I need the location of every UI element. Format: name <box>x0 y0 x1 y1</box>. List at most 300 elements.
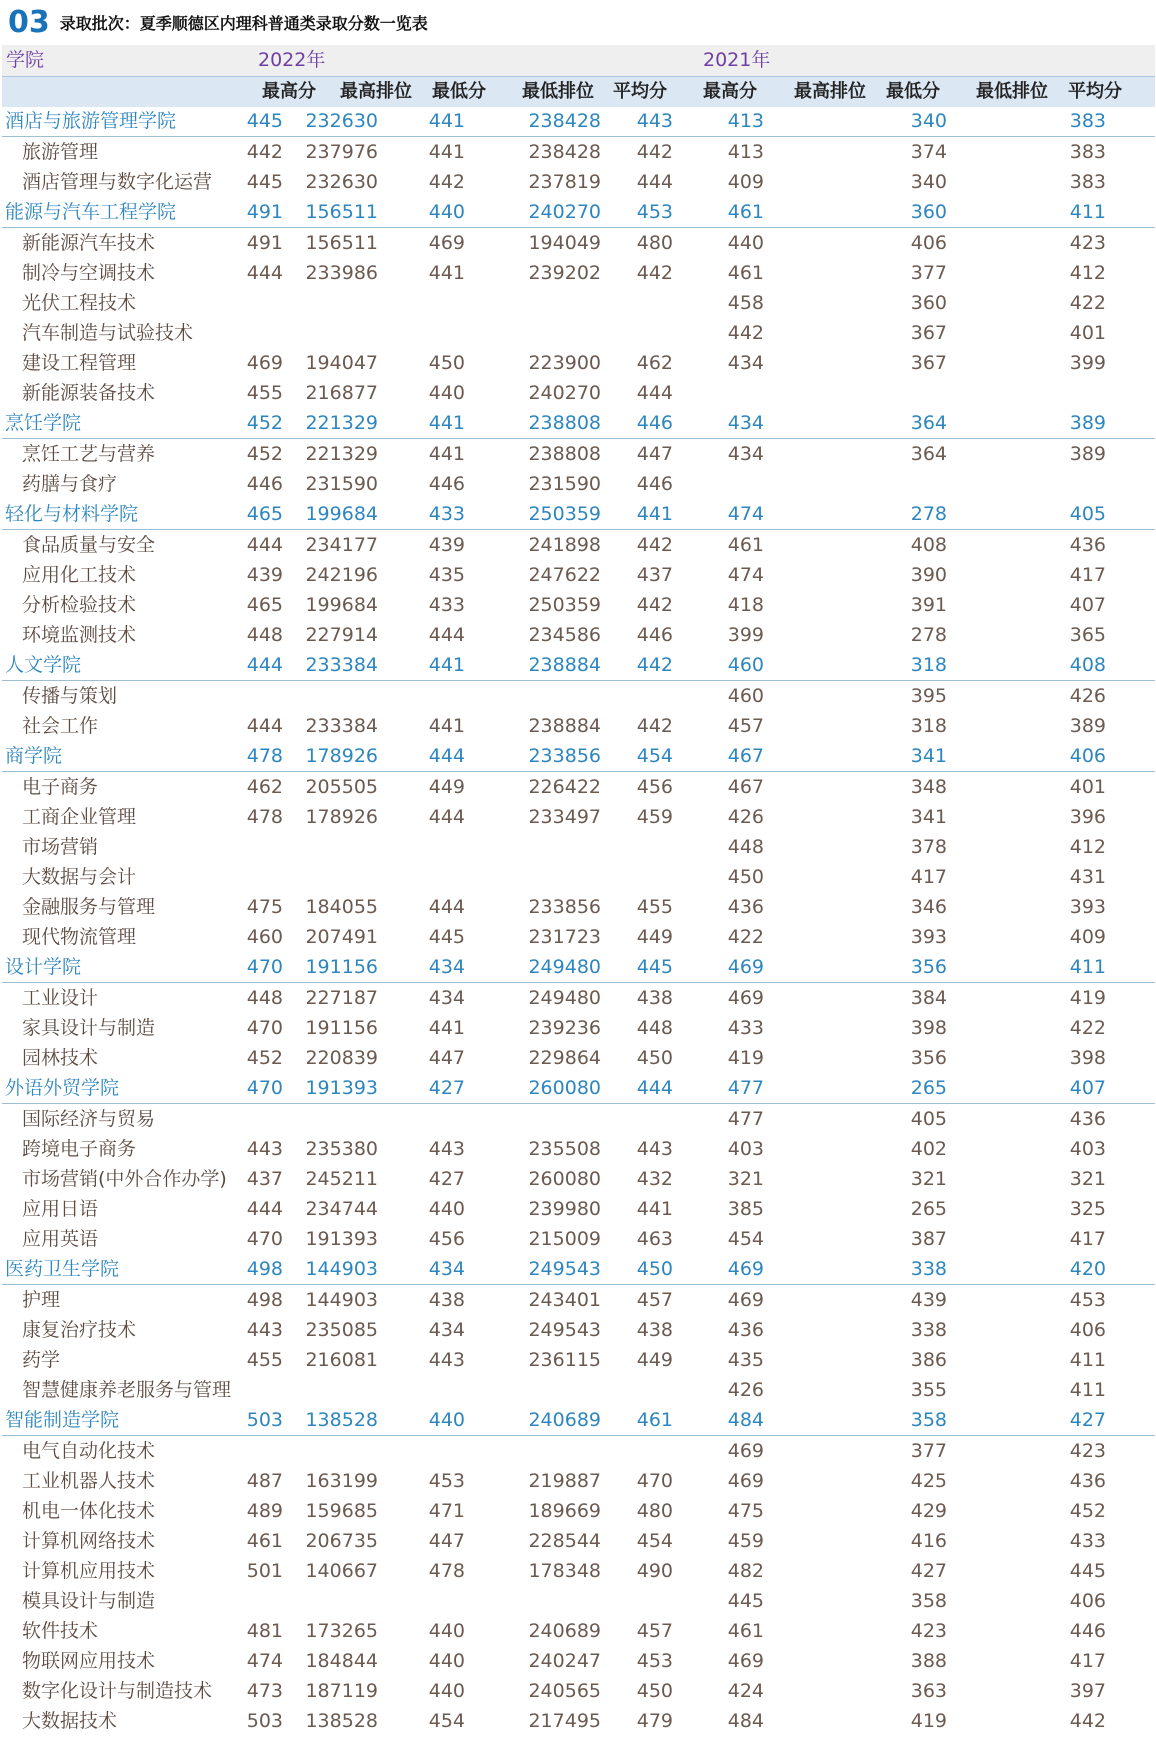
cell-max-rank-2022: 233384 <box>305 654 378 676</box>
cell-avg-score-2022: 450 <box>636 1047 673 1069</box>
cell-min-score-2022: 427 <box>428 1168 465 1190</box>
cell-max-score-2021: 409 <box>727 171 764 193</box>
major-name: 社会工作 <box>22 715 99 737</box>
major-row <box>2 1676 1155 1706</box>
sub-header-2021-avg-score: 平均分 <box>1068 81 1122 102</box>
college-name: 外语外贸学院 <box>5 1077 120 1099</box>
cell-max-score-2022: 461 <box>246 1530 283 1552</box>
cell-min-score-2021: 318 <box>910 715 947 737</box>
college-name: 能源与汽车工程学院 <box>5 201 177 223</box>
cell-max-rank-2022: 184844 <box>305 1650 378 1672</box>
cell-min-rank-2022: 233497 <box>528 806 601 828</box>
cell-max-score-2022: 498 <box>246 1258 283 1280</box>
cell-max-score-2021: 457 <box>727 715 764 737</box>
cell-min-score-2022: 441 <box>428 654 465 676</box>
cell-min-score-2021: 405 <box>910 1108 947 1130</box>
cell-avg-score-2021: 411 <box>1069 956 1106 978</box>
college-row <box>2 499 1155 530</box>
cell-max-rank-2022: 191156 <box>305 1017 378 1039</box>
college-row <box>2 741 1155 772</box>
cell-max-score-2021: 454 <box>727 1228 764 1250</box>
cell-max-score-2022: 474 <box>246 1650 283 1672</box>
major-name: 护理 <box>22 1289 61 1311</box>
cell-avg-score-2021: 412 <box>1069 262 1106 284</box>
cell-max-score-2021: 422 <box>727 926 764 948</box>
cell-max-score-2022: 444 <box>246 1198 283 1220</box>
cell-min-score-2022: 442 <box>428 171 465 193</box>
cell-avg-score-2021: 442 <box>1069 1710 1106 1732</box>
cell-min-score-2021: 338 <box>910 1258 947 1280</box>
cell-avg-score-2022: 442 <box>636 534 673 556</box>
cell-min-rank-2022: 234586 <box>528 624 601 646</box>
cell-max-score-2022: 478 <box>246 745 283 767</box>
cell-min-score-2022: 440 <box>428 1409 465 1431</box>
cell-avg-score-2022: 438 <box>636 1319 673 1341</box>
major-row <box>2 711 1155 741</box>
cell-max-rank-2022: 206735 <box>305 1530 378 1552</box>
cell-min-score-2021: 378 <box>910 836 947 858</box>
cell-avg-score-2021: 426 <box>1069 685 1106 707</box>
major-name: 药学 <box>22 1349 61 1371</box>
cell-min-rank-2022: 238428 <box>528 110 601 132</box>
major-row <box>2 469 1155 499</box>
cell-min-rank-2022: 249480 <box>528 987 601 1009</box>
cell-min-score-2022: 441 <box>428 110 465 132</box>
major-name: 汽车制造与试验技术 <box>22 322 194 344</box>
cell-min-score-2021: 360 <box>910 292 947 314</box>
college-name: 人文学院 <box>5 654 82 676</box>
cell-min-score-2021: 391 <box>910 594 947 616</box>
cell-min-score-2021: 377 <box>910 262 947 284</box>
major-name: 市场营销(中外合作办学) <box>22 1168 227 1190</box>
cell-max-rank-2022: 242196 <box>305 564 378 586</box>
sub-header-2022-min-rank: 最低排位 <box>522 81 594 102</box>
major-row <box>2 288 1155 318</box>
major-row <box>2 922 1155 952</box>
cell-max-score-2021: 413 <box>727 141 764 163</box>
major-row <box>2 1616 1155 1646</box>
cell-max-score-2021: 448 <box>727 836 764 858</box>
cell-avg-score-2022: 437 <box>636 564 673 586</box>
cell-min-score-2021: 355 <box>910 1379 947 1401</box>
cell-max-score-2022: 443 <box>246 1138 283 1160</box>
cell-avg-score-2021: 422 <box>1069 1017 1106 1039</box>
cell-min-score-2022: 441 <box>428 141 465 163</box>
cell-min-score-2021: 395 <box>910 685 947 707</box>
major-name: 制冷与空调技术 <box>22 262 156 284</box>
cell-avg-score-2022: 462 <box>636 352 673 374</box>
major-row <box>2 1646 1155 1676</box>
cell-avg-score-2021: 399 <box>1069 352 1106 374</box>
cell-min-score-2022: 454 <box>428 1710 465 1732</box>
cell-min-score-2022: 443 <box>428 1349 465 1371</box>
cell-min-score-2022: 444 <box>428 806 465 828</box>
cell-max-score-2021: 440 <box>727 232 764 254</box>
cell-min-score-2022: 469 <box>428 232 465 254</box>
cell-max-rank-2022: 235085 <box>305 1319 378 1341</box>
major-row <box>2 590 1155 620</box>
cell-min-score-2021: 393 <box>910 926 947 948</box>
cell-max-score-2022: 442 <box>246 141 283 163</box>
cell-min-rank-2022: 238808 <box>528 412 601 434</box>
cell-max-score-2022: 452 <box>246 412 283 434</box>
cell-max-score-2021: 413 <box>727 110 764 132</box>
cell-avg-score-2022: 446 <box>636 624 673 646</box>
sub-header-2021-min-score: 最低分 <box>886 81 940 102</box>
cell-avg-score-2022: 450 <box>636 1680 673 1702</box>
major-name: 计算机网络技术 <box>22 1530 156 1552</box>
major-name: 食品质量与安全 <box>22 534 156 556</box>
cell-max-rank-2022: 232630 <box>305 171 378 193</box>
cell-max-score-2021: 477 <box>727 1108 764 1130</box>
cell-max-score-2021: 424 <box>727 1680 764 1702</box>
college-row <box>2 952 1155 983</box>
cell-min-rank-2022: 194049 <box>528 232 601 254</box>
cell-min-score-2021: 358 <box>910 1409 947 1431</box>
cell-max-rank-2022: 245211 <box>305 1168 378 1190</box>
cell-avg-score-2022: 432 <box>636 1168 673 1190</box>
cell-avg-score-2022: 449 <box>636 1349 673 1371</box>
cell-avg-score-2021: 383 <box>1069 141 1106 163</box>
cell-min-rank-2022: 236115 <box>528 1349 601 1371</box>
cell-min-rank-2022: 250359 <box>528 503 601 525</box>
cell-min-score-2022: 444 <box>428 624 465 646</box>
cell-min-score-2022: 443 <box>428 1138 465 1160</box>
cell-max-score-2022: 491 <box>246 232 283 254</box>
major-name: 模具设计与制造 <box>22 1590 156 1612</box>
cell-avg-score-2022: 454 <box>636 1530 673 1552</box>
cell-min-rank-2022: 260080 <box>528 1077 601 1099</box>
cell-max-score-2021: 458 <box>727 292 764 314</box>
cell-min-score-2021: 429 <box>910 1500 947 1522</box>
major-row <box>2 1586 1155 1616</box>
cell-avg-score-2021: 427 <box>1069 1409 1106 1431</box>
cell-max-score-2021: 467 <box>727 745 764 767</box>
year-2022-header: 2022年 <box>258 49 326 71</box>
cell-max-score-2021: 475 <box>727 1500 764 1522</box>
cell-avg-score-2021: 436 <box>1069 1108 1106 1130</box>
college-name: 医药卫生学院 <box>5 1258 120 1280</box>
major-name: 工商企业管理 <box>22 806 137 828</box>
major-name: 电气自动化技术 <box>22 1440 156 1462</box>
major-row <box>2 1013 1155 1043</box>
cell-max-score-2021: 426 <box>727 806 764 828</box>
cell-avg-score-2022: 457 <box>636 1289 673 1311</box>
cell-min-score-2021: 416 <box>910 1530 947 1552</box>
score-table-body <box>2 106 1155 1736</box>
cell-max-score-2022: 470 <box>246 1228 283 1250</box>
cell-max-rank-2022: 191393 <box>305 1228 378 1250</box>
cell-min-rank-2022: 229864 <box>528 1047 601 1069</box>
cell-avg-score-2021: 408 <box>1069 654 1106 676</box>
cell-max-rank-2022: 163199 <box>305 1470 378 1492</box>
cell-max-rank-2022: 178926 <box>305 806 378 828</box>
cell-avg-score-2021: 407 <box>1069 594 1106 616</box>
cell-min-score-2021: 367 <box>910 352 947 374</box>
cell-max-score-2022: 489 <box>246 1500 283 1522</box>
cell-max-rank-2022: 173265 <box>305 1620 378 1642</box>
cell-avg-score-2022: 442 <box>636 141 673 163</box>
cell-min-score-2022: 440 <box>428 1680 465 1702</box>
cell-max-rank-2022: 205505 <box>305 776 378 798</box>
cell-max-rank-2022: 199684 <box>305 594 378 616</box>
cell-min-rank-2022: 215009 <box>528 1228 601 1250</box>
cell-min-score-2022: 441 <box>428 262 465 284</box>
major-row <box>2 318 1155 348</box>
major-name: 家具设计与制造 <box>22 1017 156 1039</box>
cell-min-score-2021: 425 <box>910 1470 947 1492</box>
major-row <box>2 258 1155 288</box>
major-name: 药膳与食疗 <box>22 473 118 495</box>
cell-min-score-2021: 367 <box>910 322 947 344</box>
major-name: 旅游管理 <box>22 141 99 163</box>
cell-min-score-2021: 387 <box>910 1228 947 1250</box>
cell-min-rank-2022: 240689 <box>528 1409 601 1431</box>
major-row <box>2 772 1155 802</box>
cell-avg-score-2021: 420 <box>1069 1258 1106 1280</box>
major-row <box>2 1706 1155 1736</box>
cell-max-score-2022: 473 <box>246 1680 283 1702</box>
cell-min-score-2021: 408 <box>910 534 947 556</box>
cell-max-score-2021: 474 <box>727 503 764 525</box>
college-name: 智能制造学院 <box>5 1409 120 1431</box>
section-number: 03 <box>8 4 50 40</box>
cell-max-rank-2022: 234744 <box>305 1198 378 1220</box>
cell-max-score-2021: 484 <box>727 1409 764 1431</box>
cell-min-score-2022: 433 <box>428 594 465 616</box>
sub-header-2022-max-score: 最高分 <box>262 81 316 102</box>
cell-max-score-2022: 439 <box>246 564 283 586</box>
cell-min-score-2021: 318 <box>910 654 947 676</box>
cell-max-score-2022: 444 <box>246 262 283 284</box>
cell-max-score-2022: 470 <box>246 1077 283 1099</box>
cell-min-score-2021: 265 <box>910 1198 947 1220</box>
cell-min-rank-2022: 235508 <box>528 1138 601 1160</box>
college-name: 商学院 <box>5 745 63 767</box>
cell-avg-score-2022: 455 <box>636 896 673 918</box>
college-row <box>2 1405 1155 1436</box>
cell-max-score-2021: 445 <box>727 1590 764 1612</box>
cell-max-rank-2022: 144903 <box>305 1289 378 1311</box>
cell-avg-score-2021: 433 <box>1069 1530 1106 1552</box>
cell-min-score-2021: 406 <box>910 232 947 254</box>
cell-max-score-2021: 459 <box>727 1530 764 1552</box>
major-row <box>2 892 1155 922</box>
cell-min-score-2022: 440 <box>428 1650 465 1672</box>
cell-avg-score-2022: 447 <box>636 443 673 465</box>
cell-avg-score-2022: 446 <box>636 473 673 495</box>
cell-max-score-2022: 487 <box>246 1470 283 1492</box>
college-row <box>2 1073 1155 1104</box>
cell-min-rank-2022: 233856 <box>528 896 601 918</box>
cell-min-score-2022: 441 <box>428 443 465 465</box>
cell-min-rank-2022: 249480 <box>528 956 601 978</box>
cell-avg-score-2022: 442 <box>636 715 673 737</box>
page-header <box>8 2 428 42</box>
cell-min-score-2021: 348 <box>910 776 947 798</box>
cell-min-score-2022: 434 <box>428 956 465 978</box>
cell-min-score-2022: 433 <box>428 503 465 525</box>
cell-max-score-2021: 474 <box>727 564 764 586</box>
cell-avg-score-2021: 406 <box>1069 1319 1106 1341</box>
cell-max-score-2022: 478 <box>246 806 283 828</box>
cell-min-rank-2022: 240565 <box>528 1680 601 1702</box>
cell-avg-score-2022: 457 <box>636 1620 673 1642</box>
cell-min-rank-2022: 243401 <box>528 1289 601 1311</box>
major-row <box>2 1285 1155 1315</box>
major-name: 市场营销 <box>22 836 99 858</box>
cell-avg-score-2022: 449 <box>636 926 673 948</box>
cell-max-score-2022: 452 <box>246 1047 283 1069</box>
cell-max-score-2021: 436 <box>727 1319 764 1341</box>
cell-max-score-2022: 445 <box>246 171 283 193</box>
major-row <box>2 1043 1155 1073</box>
cell-max-score-2021: 436 <box>727 896 764 918</box>
cell-min-score-2022: 456 <box>428 1228 465 1250</box>
cell-max-score-2021: 477 <box>727 1077 764 1099</box>
cell-min-score-2022: 444 <box>428 745 465 767</box>
cell-avg-score-2021: 325 <box>1069 1198 1106 1220</box>
cell-avg-score-2021: 411 <box>1069 201 1106 223</box>
cell-min-score-2021: 341 <box>910 745 947 767</box>
cell-max-score-2022: 481 <box>246 1620 283 1642</box>
cell-min-score-2021: 427 <box>910 1560 947 1582</box>
cell-min-rank-2022: 226422 <box>528 776 601 798</box>
cell-min-rank-2022: 223900 <box>528 352 601 374</box>
cell-max-score-2021: 434 <box>727 352 764 374</box>
cell-avg-score-2022: 463 <box>636 1228 673 1250</box>
cell-avg-score-2021: 405 <box>1069 503 1106 525</box>
cell-max-score-2022: 465 <box>246 503 283 525</box>
cell-min-score-2021: 364 <box>910 443 947 465</box>
cell-min-rank-2022: 238808 <box>528 443 601 465</box>
cell-min-score-2022: 439 <box>428 534 465 556</box>
cell-min-score-2021: 341 <box>910 806 947 828</box>
major-row <box>2 167 1155 197</box>
cell-max-score-2021: 435 <box>727 1349 764 1371</box>
cell-avg-score-2021: 446 <box>1069 1620 1106 1642</box>
major-name: 应用日语 <box>22 1198 99 1220</box>
cell-max-rank-2022: 233986 <box>305 262 378 284</box>
major-row <box>2 1375 1155 1405</box>
major-name: 应用英语 <box>22 1228 99 1250</box>
cell-max-score-2022: 462 <box>246 776 283 798</box>
sub-header-2022-max-rank: 最高排位 <box>340 81 412 102</box>
cell-avg-score-2022: 444 <box>636 382 673 404</box>
cell-max-score-2022: 470 <box>246 1017 283 1039</box>
college-column-header: 学院 <box>6 49 45 71</box>
cell-avg-score-2021: 436 <box>1069 1470 1106 1492</box>
cell-min-rank-2022: 240270 <box>528 201 601 223</box>
cell-min-score-2022: 440 <box>428 201 465 223</box>
cell-max-rank-2022: 231590 <box>305 473 378 495</box>
cell-avg-score-2021: 393 <box>1069 896 1106 918</box>
cell-max-score-2022: 437 <box>246 1168 283 1190</box>
cell-avg-score-2022: 480 <box>636 1500 673 1522</box>
cell-avg-score-2022: 480 <box>636 232 673 254</box>
college-row <box>2 408 1155 439</box>
major-row <box>2 1526 1155 1556</box>
cell-avg-score-2022: 470 <box>636 1470 673 1492</box>
major-row <box>2 620 1155 650</box>
cell-max-score-2022: 455 <box>246 1349 283 1371</box>
cell-max-score-2021: 434 <box>727 412 764 434</box>
sub-header-2021-max-score: 最高分 <box>703 81 757 102</box>
cell-min-score-2022: 449 <box>428 776 465 798</box>
major-name: 数字化设计与制造技术 <box>22 1680 213 1702</box>
cell-max-score-2021: 469 <box>727 1440 764 1462</box>
page-title: 录取批次：夏季顺德区内理科普通类录取分数一览表 <box>59 13 428 33</box>
cell-max-rank-2022: 221329 <box>305 443 378 465</box>
cell-min-score-2021: 439 <box>910 1289 947 1311</box>
year-2021-header: 2021年 <box>703 49 771 71</box>
cell-min-score-2021: 364 <box>910 412 947 434</box>
major-row <box>2 1224 1155 1254</box>
cell-max-score-2021: 482 <box>727 1560 764 1582</box>
cell-max-rank-2022: 159685 <box>305 1500 378 1522</box>
cell-avg-score-2021: 403 <box>1069 1138 1106 1160</box>
cell-avg-score-2022: 479 <box>636 1710 673 1732</box>
cell-avg-score-2022: 441 <box>636 503 673 525</box>
cell-avg-score-2021: 452 <box>1069 1500 1106 1522</box>
cell-max-score-2021: 426 <box>727 1379 764 1401</box>
cell-min-rank-2022: 238884 <box>528 715 601 737</box>
cell-avg-score-2022: 453 <box>636 201 673 223</box>
cell-avg-score-2021: 383 <box>1069 171 1106 193</box>
sub-header-2022-avg-score: 平均分 <box>613 81 667 102</box>
cell-avg-score-2021: 417 <box>1069 1228 1106 1250</box>
cell-avg-score-2021: 398 <box>1069 1047 1106 1069</box>
major-row <box>2 862 1155 892</box>
cell-max-score-2022: 469 <box>246 352 283 374</box>
cell-avg-score-2022: 448 <box>636 1017 673 1039</box>
cell-min-score-2022: 427 <box>428 1077 465 1099</box>
cell-min-score-2022: 447 <box>428 1047 465 1069</box>
cell-min-rank-2022: 249543 <box>528 1258 601 1280</box>
cell-max-score-2021: 434 <box>727 443 764 465</box>
cell-min-score-2021: 356 <box>910 956 947 978</box>
cell-max-score-2021: 418 <box>727 594 764 616</box>
cell-min-score-2021: 338 <box>910 1319 947 1341</box>
cell-max-score-2021: 469 <box>727 1289 764 1311</box>
cell-max-score-2021: 469 <box>727 956 764 978</box>
cell-avg-score-2022: 454 <box>636 745 673 767</box>
cell-avg-score-2022: 459 <box>636 806 673 828</box>
cell-min-rank-2022: 231590 <box>528 473 601 495</box>
major-name: 机电一体化技术 <box>22 1500 156 1522</box>
cell-max-rank-2022: 194047 <box>305 352 378 374</box>
major-row <box>2 1164 1155 1194</box>
cell-avg-score-2022: 444 <box>636 171 673 193</box>
cell-max-score-2021: 399 <box>727 624 764 646</box>
cell-min-rank-2022: 238884 <box>528 654 601 676</box>
cell-avg-score-2021: 401 <box>1069 776 1106 798</box>
cell-min-score-2021: 340 <box>910 110 947 132</box>
cell-avg-score-2021: 383 <box>1069 110 1106 132</box>
cell-min-score-2021: 417 <box>910 866 947 888</box>
cell-avg-score-2021: 436 <box>1069 534 1106 556</box>
cell-avg-score-2021: 407 <box>1069 1077 1106 1099</box>
cell-max-score-2021: 460 <box>727 685 764 707</box>
cell-max-rank-2022: 220839 <box>305 1047 378 1069</box>
cell-max-rank-2022: 156511 <box>305 201 378 223</box>
cell-min-rank-2022: 240689 <box>528 1620 601 1642</box>
cell-min-score-2022: 435 <box>428 564 465 586</box>
cell-avg-score-2022: 443 <box>636 1138 673 1160</box>
major-name: 烹饪工艺与营养 <box>22 443 156 465</box>
cell-min-score-2022: 444 <box>428 896 465 918</box>
cell-max-score-2022: 470 <box>246 956 283 978</box>
